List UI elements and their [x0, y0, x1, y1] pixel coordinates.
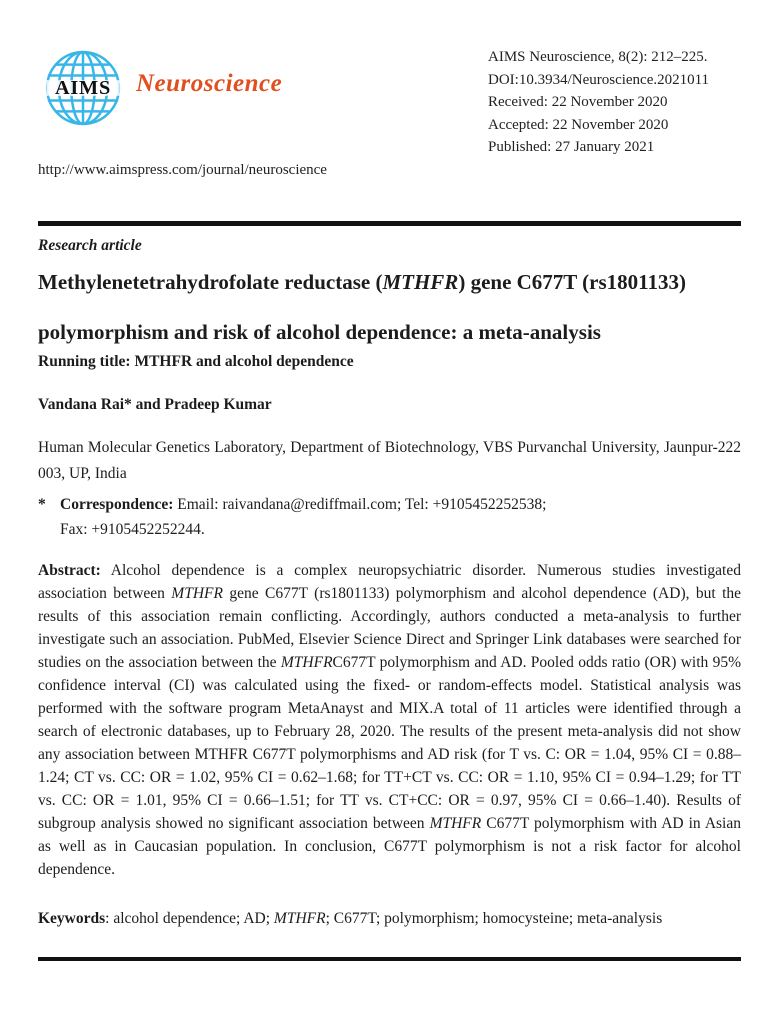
- abstract-paragraph: Abstract: Alcohol dependence is a complex neuropsychiatric disorder. Numerous studies investigated association between MTHFR gene C677T (rs1801133) polymorphism and alcohol dependence (AD), but the results of this association remain conflicting. Accordingly, authors conducted a meta-analysis to further investigate such an association. PubMed, Elsevier Science Direct and Springer Link databases were searched for studies on the association between the MTHFRC677T polymorphism and AD. Pooled odds ratio (OR) with 95% confidence interval (CI) was calculated using the fixed- or random-effects model. Statistical analysis was performed with the software program MetaAnayst and MIX.A total of 11 articles were identified through a search of electronic databases, up to February 28, 2020. The results of the present meta-analysis did not show any association between MTHFR C677T polymorphisms and AD risk (for T vs. C: OR = 1.04, 95% CI = 0.88–1.24; CT vs. CC: OR = 1.02, 95% CI = 0.62–1.68; for TT+CT vs. CC: OR = 1.10, 95% CI = 0.94–1.29; for TT vs. CC: OR = 1.01, 95% CI = 0.66–1.51; for TT vs. CT+CC: OR = 0.97, 95% CI = 0.66–1.40). Results of subgroup analysis showed no significant association between MTHFR C677T polymorphism with AD in Asian as well as in Caucasian population. In conclusion, C677T polymorphism is not a risk factor for alcohol dependence.: [38, 562, 741, 878]
- journal-logo: [44, 48, 282, 128]
- logo-acronym: AIMS: [54, 77, 112, 100]
- article-title-line-2: polymorphism and risk of alcohol dependence: a meta-analysis: [38, 320, 601, 344]
- accepted-date-line: Accepted: 22 November 2020: [488, 116, 669, 133]
- correspondence-marker: *: [38, 496, 46, 513]
- authors-line: Vandana Rai* and Pradeep Kumar: [38, 396, 272, 413]
- correspondence-line-2: Fax: +9105452252244.: [60, 521, 205, 538]
- affiliation: Human Molecular Genetics Laboratory, Department of Biotechnology, VBS Purvanchal University, Jaunpur-222 003, UP, India: [38, 439, 741, 482]
- running-title: Running title: MTHFR and alcohol dependence: [38, 353, 354, 370]
- citation-line: AIMS Neuroscience, 8(2): 212–225.: [488, 49, 708, 65]
- bottom-divider-rule: [38, 957, 741, 961]
- journal-name-wordmark: Neuroscience: [136, 70, 283, 97]
- article-type-label: Research article: [38, 237, 142, 254]
- doi-line: DOI:10.3934/Neuroscience.2021011: [488, 71, 710, 88]
- globe-icon: [44, 48, 122, 128]
- article-meta-block: [488, 46, 709, 159]
- correspondence-line-1: Correspondence: Email: raivandana@rediffmail.com; Tel: +9105452252538;: [60, 496, 547, 513]
- received-date-line: Received: 22 November 2020: [488, 94, 668, 111]
- keywords-line: Keywords: alcohol dependence; AD; MTHFR; C677T; polymorphism; homocysteine; meta-analysis: [38, 910, 663, 927]
- journal-url: http://www.aimspress.com/journal/neuroscience: [38, 162, 327, 178]
- article-content: [38, 221, 741, 961]
- article-title-line-1: Methylenetetrahydrofolate reductase (MTHFR) gene C677T (rs1801133): [38, 270, 687, 294]
- correspondence-block: [38, 492, 741, 542]
- top-divider-rule: [38, 221, 741, 226]
- published-date-line: Published: 27 January 2021: [488, 139, 655, 156]
